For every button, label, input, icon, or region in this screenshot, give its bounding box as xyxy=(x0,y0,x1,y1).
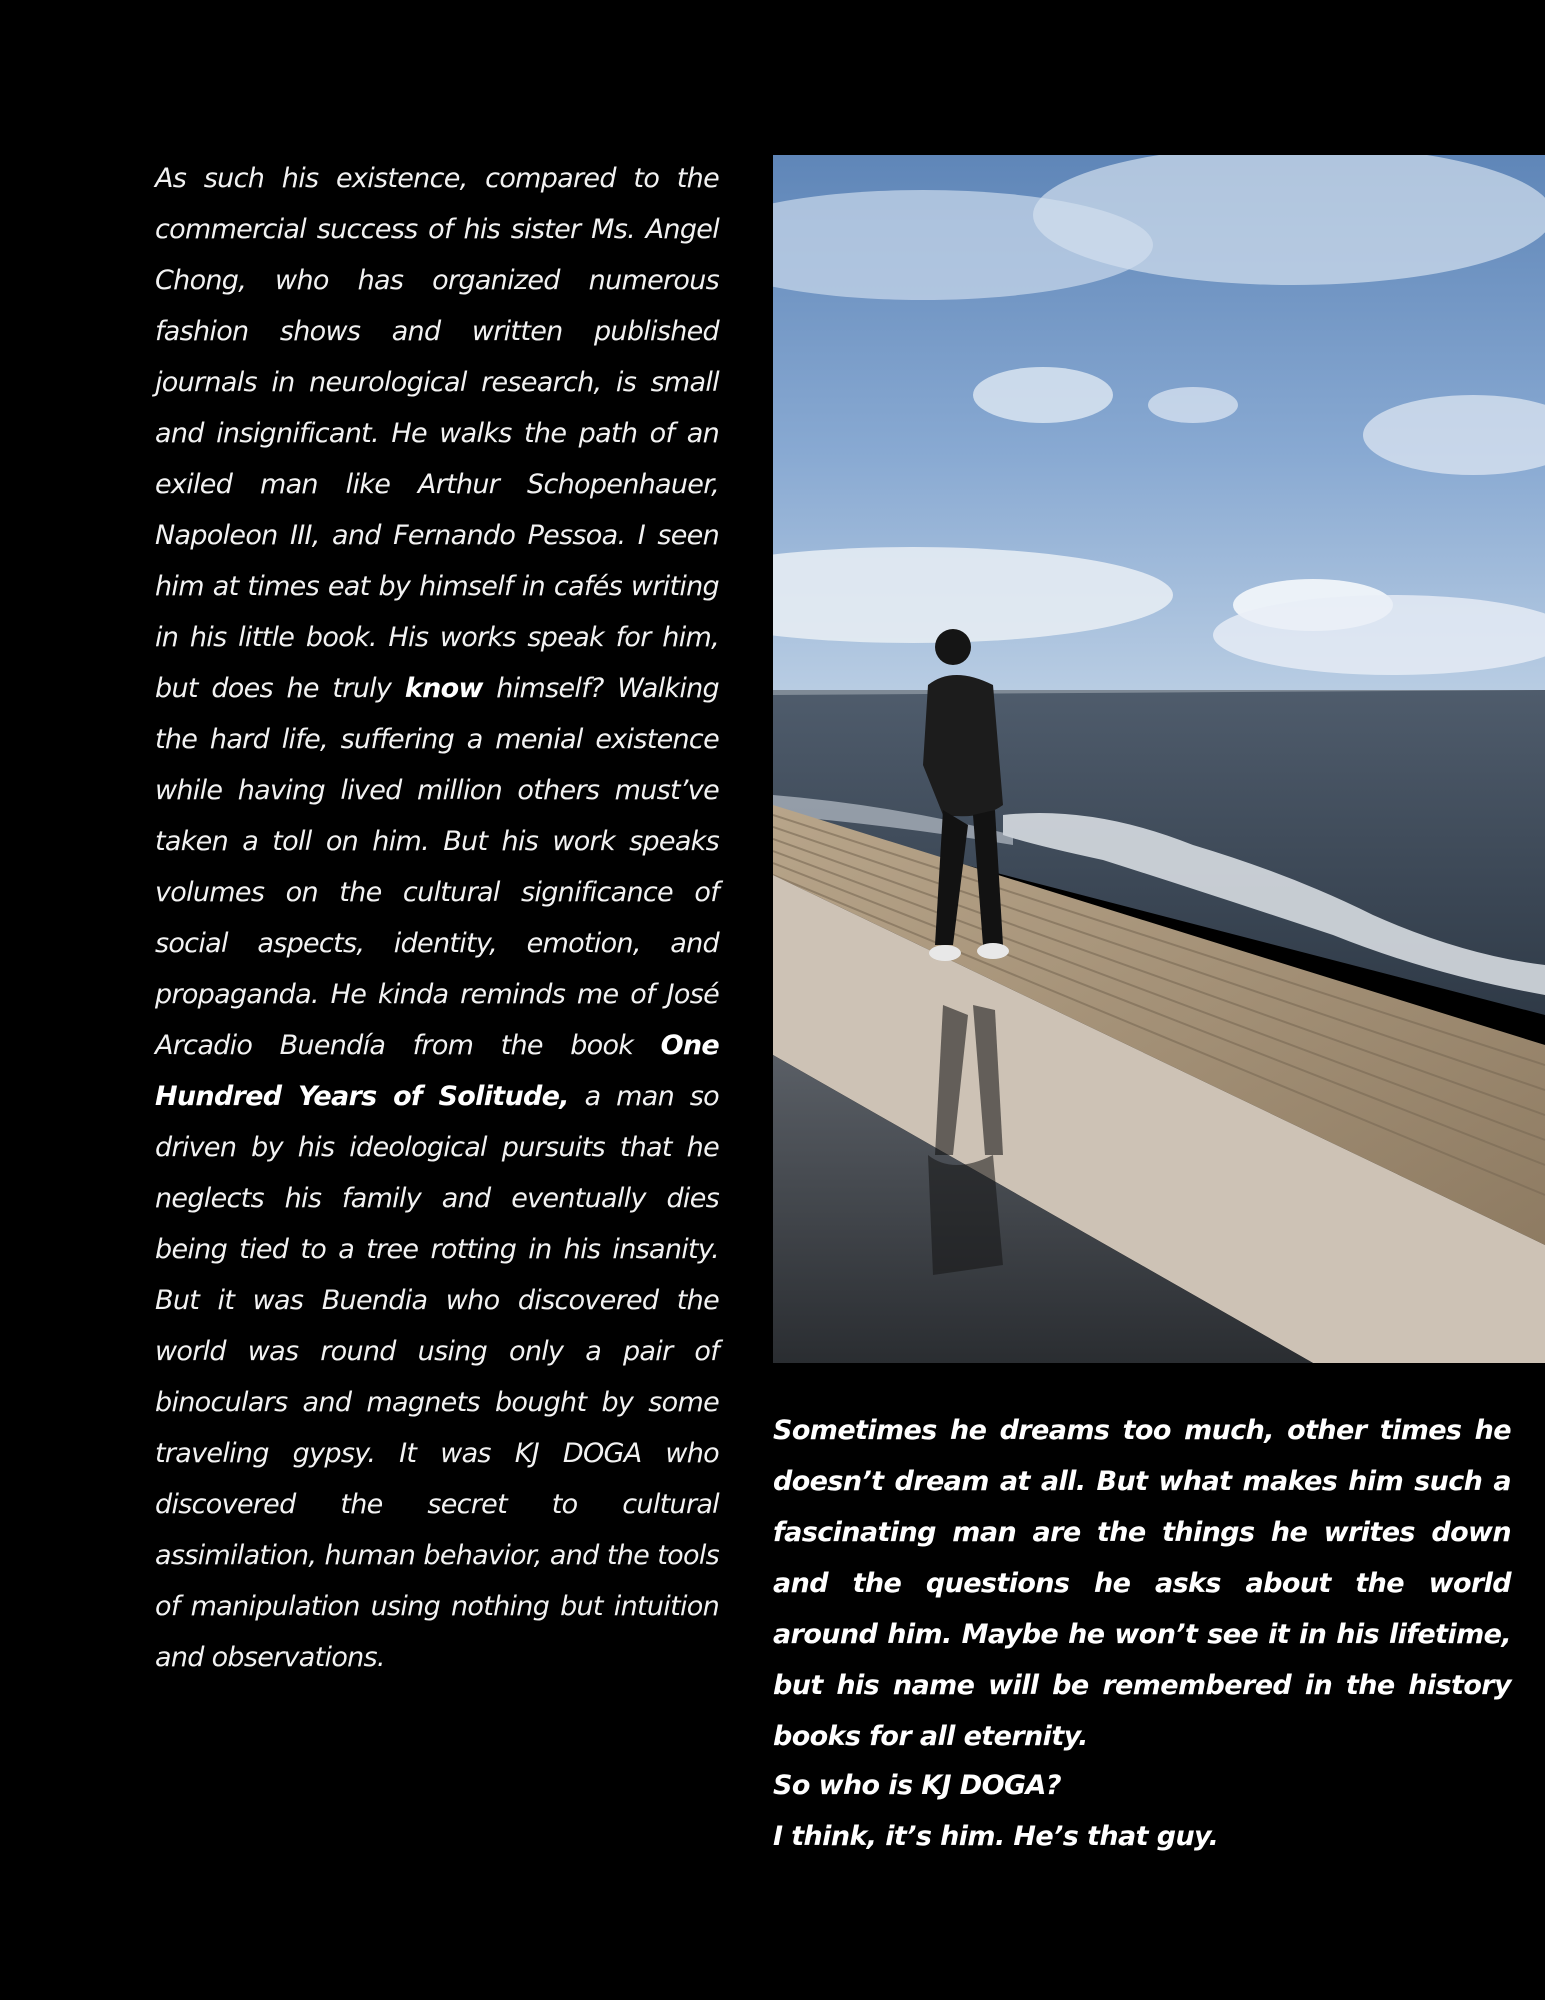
left-text-segment: As such his existence, compared to the commercial success of his sister Ms. Angel Chong, who has organized numerous fashion shows and written published journals in neurological research, is small and insignificant. He walks the path of an exiled man like Arthur Schopenhauer, Napoleon III, and Fernando Pessoa. I seen him at times eat by himself in cafés writing in his little book. His works speak for him, but does he truly xyxy=(155,163,719,704)
seaside-photo xyxy=(773,155,1545,1363)
left-text-segment: a man so driven by his ideological pursuits that he neglects his family and eventually dies being tied to a tree rotting in his insanity. But it was Buendia who discovered the world was round using only a pair of binoculars and magnets bought by some traveling gypsy. It was KJ DOGA who discovered the secret to cultural assimilation, human behavior, and the tools of manipulation using nothing but intuition and observations. xyxy=(155,1081,719,1673)
closing-answer: I think, it’s him. He’s that guy. xyxy=(773,1821,1219,1852)
left-body-text xyxy=(155,153,719,1683)
emphasis-know: know xyxy=(404,673,483,704)
closing-lines xyxy=(773,1760,1511,1862)
book-title-emphasis: One Hundred Years of Solitude, xyxy=(155,1030,719,1112)
closing-question: So who is KJ DOGA? xyxy=(773,1770,1061,1801)
right-paragraph: Sometimes he dreams too much, other times he doesn’t dream at all. But what makes him such a fascinating man are the things he writes down and the questions he asks about the world around him. Maybe he won’t see it in his lifetime, but his name will be remembered in the history books for all eternity. xyxy=(773,1415,1511,1752)
right-body-text xyxy=(773,1405,1511,1762)
left-text-segment: himself? Walking the hard life, suffering a menial existence while having lived million others must’ve taken a toll on him. But his work speaks volumes on the cultural significance of social aspects, identity, emotion, and propaganda. He kinda reminds me of José Arcadio Buendía from the book xyxy=(155,673,719,1061)
